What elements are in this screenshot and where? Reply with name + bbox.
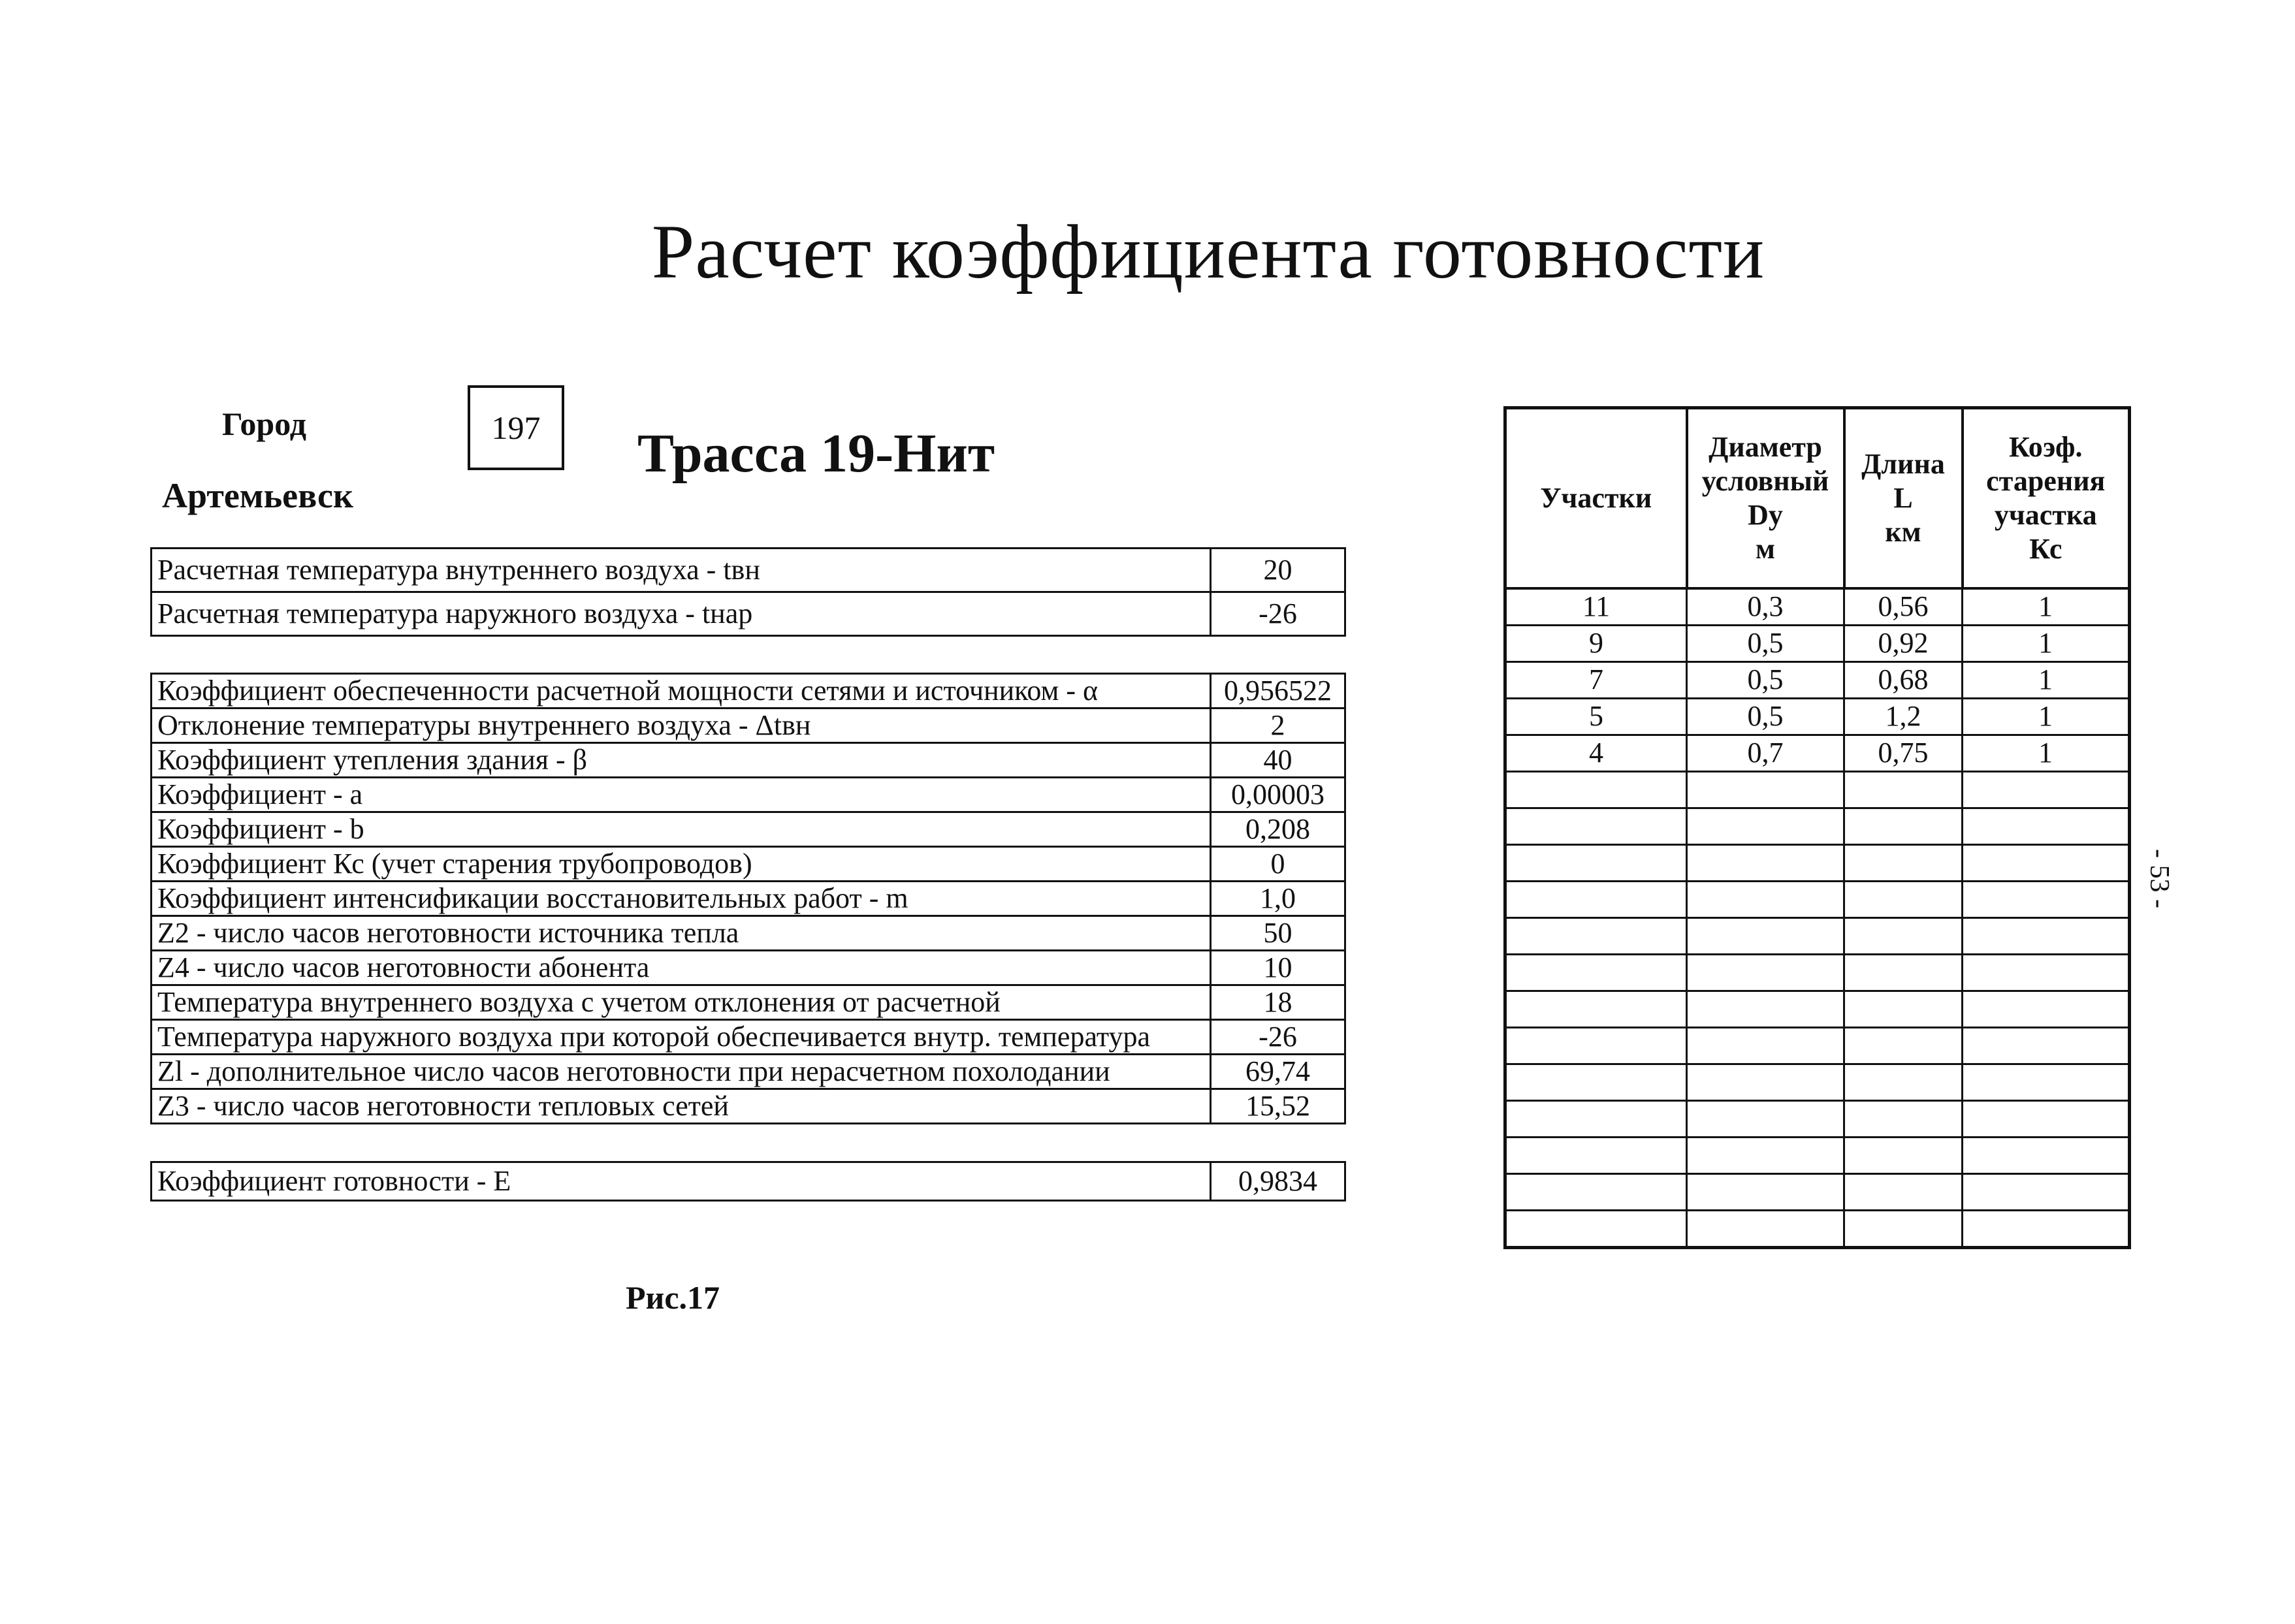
- parameter-value: 2: [1211, 709, 1345, 743]
- section-row: [1505, 588, 2130, 626]
- cell-length: [1844, 1210, 1963, 1247]
- cell-diameter: [1687, 1027, 1844, 1064]
- parameter-label: Отклонение температуры внутреннего воздуха - Δtвн: [152, 709, 1211, 743]
- design-temperature-body: [152, 549, 1345, 636]
- cell-section-number: [1505, 917, 1687, 954]
- section-row: [1505, 1173, 2130, 1210]
- parameter-row: [152, 1089, 1345, 1124]
- header-sections: Участки: [1505, 408, 1687, 588]
- cell-diameter: 0,7: [1687, 735, 1844, 771]
- parameter-row: [152, 549, 1345, 592]
- cell-length: [1844, 1064, 1963, 1100]
- section-row: [1505, 661, 2130, 698]
- city-name: Артемьевск: [162, 476, 354, 515]
- parameter-value: 0: [1211, 847, 1345, 882]
- parameter-value: 20: [1211, 549, 1345, 592]
- cell-section-number: 11: [1505, 588, 1687, 626]
- parameter-value: 10: [1211, 951, 1345, 985]
- section-row: [1505, 1137, 2130, 1173]
- parameter-label: Коэффициент обеспеченности расчетной мощности сетями и источником - α: [152, 674, 1211, 709]
- parameter-value: -26: [1211, 1020, 1345, 1055]
- header-line: Dy: [1748, 498, 1783, 531]
- cell-length: [1844, 771, 1963, 808]
- cell-section-number: [1505, 1027, 1687, 1064]
- header-line: Диаметр: [1709, 430, 1822, 463]
- cell-section-number: 4: [1505, 735, 1687, 771]
- cell-length: [1844, 844, 1963, 881]
- parameter-row: [152, 985, 1345, 1020]
- parameter-label: Zl - дополнительное число часов неготовности при нерасчетном похолодании: [152, 1055, 1211, 1089]
- cell-length: 0,68: [1844, 661, 1963, 698]
- parameter-value: 0,208: [1211, 812, 1345, 847]
- section-row: [1505, 881, 2130, 917]
- parameter-row: [152, 1020, 1345, 1055]
- parameter-value: 0,00003: [1211, 778, 1345, 812]
- header-length: [1844, 408, 1963, 588]
- cell-section-number: 5: [1505, 698, 1687, 735]
- cell-aging-coefficient: [1963, 771, 2130, 808]
- cell-diameter: [1687, 844, 1844, 881]
- cell-aging-coefficient: [1963, 917, 2130, 954]
- cell-length: [1844, 954, 1963, 991]
- header-line: м: [1756, 532, 1775, 565]
- cell-length: [1844, 1100, 1963, 1137]
- parameter-label: Температура наружного воздуха при которой обеспечивается внутр. температура: [152, 1020, 1211, 1055]
- parameter-row: [152, 847, 1345, 882]
- cell-diameter: 0,3: [1687, 588, 1844, 626]
- cell-aging-coefficient: 1: [1963, 735, 2130, 771]
- section-row: [1505, 1027, 2130, 1064]
- figure-caption: Рис.17: [626, 1279, 720, 1316]
- sections-header-row: [1505, 408, 2130, 588]
- parameter-row: [152, 1162, 1345, 1201]
- cell-diameter: [1687, 881, 1844, 917]
- section-row: [1505, 954, 2130, 991]
- parameter-value: 0,9834: [1211, 1162, 1345, 1201]
- parameter-label: Коэффициент утепления здания - β: [152, 743, 1211, 778]
- header-aging-coefficient: [1963, 408, 2130, 588]
- section-row: [1505, 917, 2130, 954]
- parameter-label: Z3 - число часов неготовности тепловых сетей: [152, 1089, 1211, 1124]
- parameter-value: 50: [1211, 916, 1345, 951]
- parameter-value: -26: [1211, 592, 1345, 636]
- coefficients-body: [152, 674, 1345, 1124]
- cell-aging-coefficient: [1963, 954, 2130, 991]
- parameter-label: Коэффициент Кс (учет старения трубопроводов): [152, 847, 1211, 882]
- parameter-value: 1,0: [1211, 882, 1345, 916]
- parameter-value: 0,956522: [1211, 674, 1345, 709]
- cell-length: [1844, 808, 1963, 844]
- cell-section-number: [1505, 991, 1687, 1027]
- section-row: [1505, 625, 2130, 661]
- parameter-value: 15,52: [1211, 1089, 1345, 1124]
- header-line: Кс: [2029, 532, 2062, 565]
- header-line: старения: [1986, 464, 2106, 497]
- cell-section-number: [1505, 881, 1687, 917]
- cell-length: 1,2: [1844, 698, 1963, 735]
- section-row: [1505, 1100, 2130, 1137]
- cell-section-number: [1505, 1137, 1687, 1173]
- readiness-body: [152, 1162, 1345, 1201]
- section-row: [1505, 1210, 2130, 1247]
- header-diameter: [1687, 408, 1844, 588]
- section-row: [1505, 844, 2130, 881]
- cell-aging-coefficient: [1963, 1027, 2130, 1064]
- parameter-label: Коэффициент готовности - Е: [152, 1162, 1211, 1201]
- cell-length: 0,92: [1844, 625, 1963, 661]
- parameter-value: 40: [1211, 743, 1345, 778]
- header-line: участка: [1994, 498, 2097, 531]
- cell-diameter: [1687, 1137, 1844, 1173]
- section-row: [1505, 735, 2130, 771]
- page-number: - 53 -: [2144, 849, 2174, 908]
- coefficients-table: [150, 673, 1346, 1124]
- section-row: [1505, 771, 2130, 808]
- cell-length: [1844, 881, 1963, 917]
- parameter-row: [152, 916, 1345, 951]
- cell-diameter: [1687, 1100, 1844, 1137]
- cell-section-number: [1505, 844, 1687, 881]
- cell-diameter: 0,5: [1687, 661, 1844, 698]
- parameter-label: Расчетная температура внутреннего воздуха - tвн: [152, 549, 1211, 592]
- cell-section-number: [1505, 1173, 1687, 1210]
- cell-diameter: [1687, 1173, 1844, 1210]
- route-title: Трасса 19-Нит: [637, 423, 995, 484]
- cell-length: [1844, 1027, 1963, 1064]
- header-line: L: [1893, 481, 1913, 514]
- cell-length: [1844, 1173, 1963, 1210]
- cell-length: 0,75: [1844, 735, 1963, 771]
- page-title: Расчет коэффициента готовности: [651, 209, 1765, 295]
- parameter-label: Z4 - число часов неготовности абонента: [152, 951, 1211, 985]
- cell-diameter: 0,5: [1687, 625, 1844, 661]
- city-label: Город: [222, 406, 307, 442]
- cell-aging-coefficient: 1: [1963, 661, 2130, 698]
- parameter-label: Коэффициент - b: [152, 812, 1211, 847]
- design-temperature-table: [150, 547, 1346, 637]
- parameter-row: [152, 709, 1345, 743]
- cell-diameter: [1687, 991, 1844, 1027]
- cell-length: [1844, 1137, 1963, 1173]
- header-line: км: [1885, 515, 1921, 548]
- cell-diameter: [1687, 1210, 1844, 1247]
- section-row: [1505, 698, 2130, 735]
- parameter-label: Z2 - число часов неготовности источника тепла: [152, 916, 1211, 951]
- parameter-row: [152, 1055, 1345, 1089]
- cell-aging-coefficient: [1963, 881, 2130, 917]
- parameter-row: [152, 592, 1345, 636]
- cell-aging-coefficient: [1963, 1100, 2130, 1137]
- cell-aging-coefficient: [1963, 1064, 2130, 1100]
- cell-aging-coefficient: [1963, 1137, 2130, 1173]
- cell-diameter: [1687, 1064, 1844, 1100]
- sections-body: [1505, 588, 2130, 1248]
- cell-length: [1844, 991, 1963, 1027]
- section-row: [1505, 991, 2130, 1027]
- cell-section-number: [1505, 808, 1687, 844]
- section-row: [1505, 808, 2130, 844]
- cell-section-number: [1505, 1100, 1687, 1137]
- cell-diameter: [1687, 808, 1844, 844]
- cell-diameter: [1687, 954, 1844, 991]
- cell-length: 0,56: [1844, 588, 1963, 626]
- cell-section-number: 7: [1505, 661, 1687, 698]
- cell-aging-coefficient: [1963, 808, 2130, 844]
- cell-diameter: 0,5: [1687, 698, 1844, 735]
- cell-aging-coefficient: [1963, 844, 2130, 881]
- cell-aging-coefficient: 1: [1963, 625, 2130, 661]
- header-line: Коэф.: [2009, 430, 2083, 463]
- parameter-row: [152, 778, 1345, 812]
- parameter-row: [152, 951, 1345, 985]
- parameter-label: Температура внутреннего воздуха с учетом отклонения от расчетной: [152, 985, 1211, 1020]
- parameter-row: [152, 674, 1345, 709]
- cell-aging-coefficient: 1: [1963, 588, 2130, 626]
- cell-aging-coefficient: [1963, 991, 2130, 1027]
- parameter-label: Коэффициент интенсификации восстановительных работ - m: [152, 882, 1211, 916]
- parameter-label: Коэффициент - a: [152, 778, 1211, 812]
- parameter-row: [152, 812, 1345, 847]
- cell-section-number: [1505, 1210, 1687, 1247]
- cell-diameter: [1687, 771, 1844, 808]
- cell-section-number: [1505, 1064, 1687, 1100]
- parameter-label: Расчетная температура наружного воздуха - tнар: [152, 592, 1211, 636]
- parameter-value: 18: [1211, 985, 1345, 1020]
- parameter-row: [152, 743, 1345, 778]
- header-line: условный: [1701, 464, 1829, 497]
- parameter-value: 69,74: [1211, 1055, 1345, 1089]
- cell-section-number: [1505, 771, 1687, 808]
- parameter-row: [152, 882, 1345, 916]
- cell-diameter: [1687, 917, 1844, 954]
- pipe-sections-table: [1503, 406, 2131, 1249]
- city-code-box: 197: [468, 385, 564, 470]
- cell-section-number: [1505, 954, 1687, 991]
- readiness-coefficient-table: [150, 1161, 1346, 1202]
- section-row: [1505, 1064, 2130, 1100]
- cell-aging-coefficient: [1963, 1173, 2130, 1210]
- header-line: Длина: [1861, 447, 1945, 480]
- cell-section-number: 9: [1505, 625, 1687, 661]
- cell-aging-coefficient: 1: [1963, 698, 2130, 735]
- cell-aging-coefficient: [1963, 1210, 2130, 1247]
- cell-length: [1844, 917, 1963, 954]
